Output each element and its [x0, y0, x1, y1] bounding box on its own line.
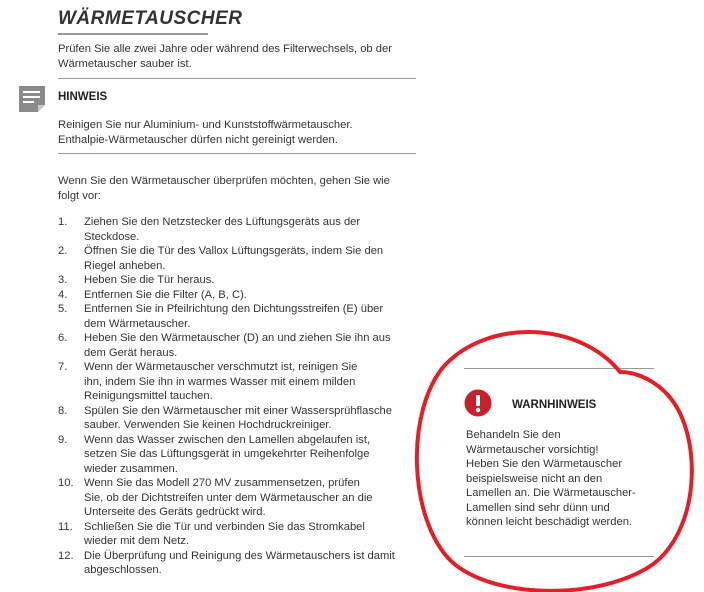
note-heading: HINWEIS [58, 91, 108, 103]
warning-line: Lamellen sind sehr dünn und [466, 501, 610, 514]
step-line: dem Gerät heraus. [84, 346, 178, 359]
step-line: wieder mit dem Netz. [84, 535, 190, 547]
step-line: Die Überprüfung und Reinigung des Wärmetauschers ist damit [84, 549, 395, 562]
step-number: 7. [58, 361, 68, 373]
step-line: dem Wärmetauscher. [84, 317, 191, 330]
step-number: 6. [58, 332, 68, 344]
step-line: Wenn der Wärmetauscher verschmutzt ist, reinigen Sie [84, 361, 358, 373]
step-line: Reinigungsmittel tauchen. [84, 390, 213, 402]
step-number: 3. [58, 274, 68, 286]
procedure-intro-line: Wenn Sie den Wärmetauscher überprüfen möchten, gehen Sie wie [58, 175, 390, 187]
warning-heading: WARNHINWEIS [512, 399, 597, 411]
step-line: Spülen Sie den Wärmetauscher mit einer Wassersprühflasche [84, 404, 392, 417]
warning-line: Heben Sie den Wärmetauscher [466, 458, 623, 470]
step-line: setzen Sie das Lüftungsgerät in umgekehrter Reihenfolge [84, 448, 370, 460]
step-number: 9. [58, 433, 68, 446]
step-number: 10. [58, 477, 74, 489]
intro-line: Prüfen Sie alle zwei Jahre oder während des Filterwechsels, ob der [58, 43, 392, 55]
step-number: 2. [58, 245, 68, 257]
step-number: 1. [58, 216, 68, 228]
step-line: wieder zusammen. [84, 462, 178, 475]
step-line: Entfernen Sie in Pfeilrichtung den Dichtungsstreifen (E) über [84, 303, 384, 315]
procedure-intro-line: folgt vor: [58, 189, 101, 202]
intro-line: Wärmetauscher sauber ist. [58, 57, 192, 70]
step-line: Entfernen Sie die Filter (A, B, C). [84, 288, 247, 301]
step-number: 4. [58, 288, 68, 301]
step-line: Öffnen Sie die Tür des Vallox Lüftungsgeräts, indem Sie den [84, 245, 384, 257]
warning-line: Lamellen an. Die Wärmetauscher- [466, 487, 636, 499]
warning-line: Behandeln Sie den [466, 429, 561, 441]
note-line: Reinigen Sie nur Aluminium- und Kunststoffwärmetauscher. [58, 119, 353, 131]
step-line: abgeschlossen. [84, 564, 162, 576]
step-line: Schließen Sie die Tür und verbinden Sie das Stromkabel [84, 520, 365, 533]
note-line: Enthalpie-Wärmetauscher dürfen nicht gereinigt werden. [58, 133, 338, 146]
step-number: 8. [58, 404, 68, 417]
step-line: Unterseite des Geräts gedrückt wird. [84, 506, 266, 518]
step-line: sauber. Verwenden Sie keinen Hochdruckreiniger. [84, 419, 332, 431]
step-number: 12. [58, 549, 74, 562]
page-title: WÄRMETAUSCHER [58, 8, 243, 29]
step-line: ihn, indem Sie ihn in warmes Wasser mit einem milden [84, 375, 356, 388]
step-line: Steckdose. [84, 230, 140, 243]
step-line: Ziehen Sie den Netzstecker des Lüftungsgeräts aus der [84, 216, 361, 228]
step-line: Wenn Sie das Modell 270 MV zusammensetzen, prüfen [84, 477, 360, 489]
step-line: Heben Sie den Wärmetauscher (D) an und ziehen Sie ihn aus [84, 332, 391, 344]
step-line: Heben Sie die Tür heraus. [84, 274, 215, 286]
step-number: 11. [58, 520, 73, 533]
step-number: 5. [58, 303, 68, 315]
step-line: Sie, ob der Dichtstreifen unter dem Wärmetauscher an die [84, 491, 373, 504]
step-line: Riegel anheben. [84, 259, 166, 272]
warning-line: Wärmetauscher vorsichtig! [466, 443, 599, 456]
warning-line: können leicht beschädigt werden. [466, 516, 633, 528]
step-line: Wenn das Wasser zwischen den Lamellen abgelaufen ist, [84, 433, 371, 446]
warning-line: beispielsweise nicht an den [466, 472, 603, 485]
